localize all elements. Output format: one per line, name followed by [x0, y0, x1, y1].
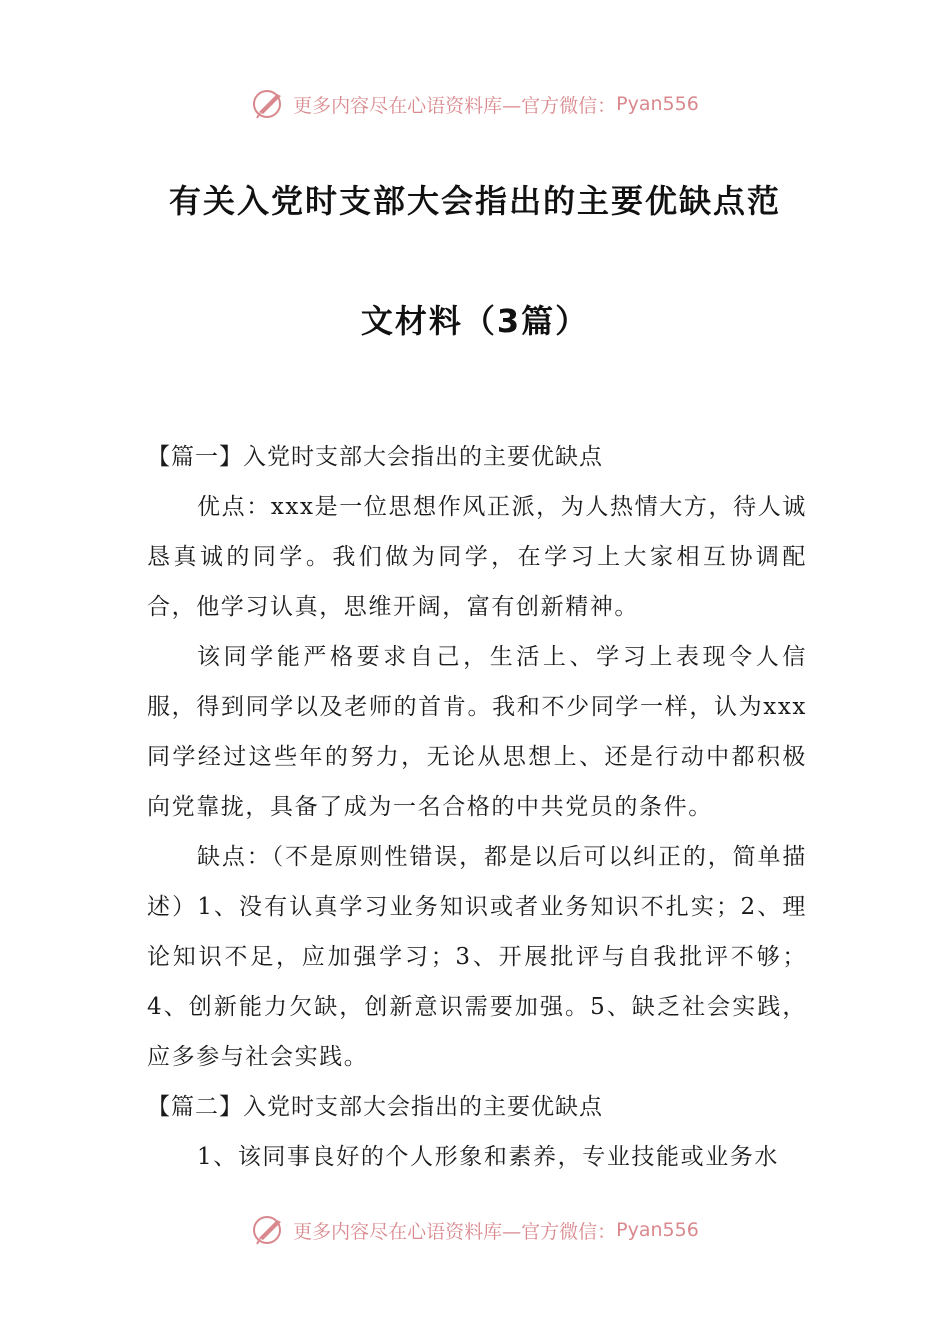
- pen-logo-icon: [251, 1212, 287, 1248]
- watermark-footer: [0, 1210, 950, 1250]
- paragraph-assessment: 该同学能严格要求自己，生活上、学习上表现令人信服，得到同学以及老师的首肯。我和不少同学一样，认为xxx同学经过这些年的努力，无论从思想上、还是行动中都积极向党靠拢，具备了成为一名合格的中共党员的条件。: [147, 644, 807, 820]
- pen-logo-icon: [251, 86, 287, 122]
- section-heading-2: 【篇二】入党时支部大会指出的主要优缺点: [147, 1094, 603, 1120]
- watermark-id: Pyan556: [616, 1219, 699, 1241]
- paragraph-weaknesses: 缺点：（不是原则性错误，都是以后可以纠正的，简单描述）1、没有认真学习业务知识或者业务知识不扎实；2、理论知识不足，应加强学习；3、开展批评与自我批评不够；4、创新能力欠缺，创新意识需要加强。5、缺乏社会实践，应多参与社会实践。: [147, 844, 807, 1070]
- paragraph-section-2-item-1: 1、该同事良好的个人形象和素养，专业技能或业务水: [197, 1144, 780, 1170]
- document-body: [147, 432, 807, 1182]
- watermark-header: [0, 84, 950, 124]
- document-title-line-1: 有关入党时支部大会指出的主要优缺点范: [168, 182, 781, 220]
- section-heading-1: 【篇一】入党时支部大会指出的主要优缺点: [147, 444, 603, 470]
- paragraph-strengths: 优点：xxx是一位思想作风正派，为人热情大方，待人诚恳真诚的同学。我们做为同学，在学习上大家相互协调配合，他学习认真，思维开阔，富有创新精神。: [147, 494, 807, 620]
- watermark-text: 更多内容尽在心语资料库—官方微信：: [293, 1220, 617, 1243]
- watermark-text: 更多内容尽在心语资料库—官方微信：: [293, 94, 617, 117]
- document-title-line-2: 文材料（3篇）: [360, 302, 590, 340]
- watermark-id: Pyan556: [616, 93, 699, 115]
